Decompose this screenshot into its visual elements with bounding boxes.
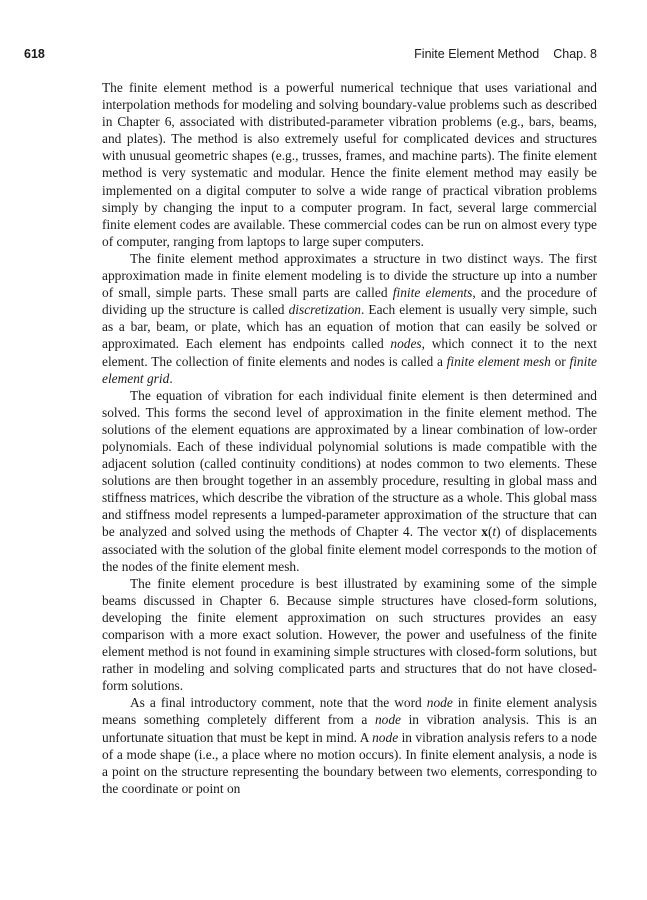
text-run: The finite element method is a powerful numerical technique that uses variational and interpolation methods for modeling and solving boundary-value problems such as described in Chapter 6, associated with distributed-parameter vibration problems (e.g., bars, beams, and plates). The method is also extremely useful for complicated devices and structures with unusual geometric shapes (e.g., trusses, frames, and machine parts). The finite element method is very systematic and modular. Hence the finite element method may easily be implemented on a digital computer to solve a wide range of practical vibration problems simply by changing the input to a computer program. In fact, several large commercial finite element codes are available. These commercial codes can be run on almost every type of computer, ranging from laptops to large super computers. xyxy=(102,80,597,249)
text-run: , which connect it to the next element. The collection of finite elements and nodes is called a xyxy=(102,336,597,369)
paragraph-1 xyxy=(102,79,597,250)
italic-term: finite elements xyxy=(392,285,473,301)
italic-term: nodes xyxy=(390,336,422,352)
text-run: . Each element is usually very simple, such as a bar, beam, or plate, which has an equation of motion that can easily be solved or approximated. Each element has endpoints called xyxy=(102,302,597,352)
bold-term: x xyxy=(481,524,488,540)
text-run: in vibration analysis. This is an unfortunate situation that must be kept in mind. A xyxy=(102,712,597,745)
paragraph-3 xyxy=(102,387,597,575)
italic-term: finite element mesh xyxy=(446,353,551,369)
page-header xyxy=(24,47,597,65)
text-run: in finite element analysis means something completely different from a xyxy=(102,695,597,728)
italic-term: node xyxy=(426,695,453,711)
text-run: ) of displacements associated with the solution of the global finite element model corresponds to the motion of the nodes of the finite element mesh. xyxy=(102,524,598,574)
paragraph-4 xyxy=(102,575,597,695)
italic-term: discretization xyxy=(288,302,361,318)
text-run: The finite element procedure is best illustrated by examining some of the simple beams discussed in Chapter 6. Because simple structures have closed-form solutions, developing the finite element approximation on such structures provides an easy comparison with a more exact solution. However, the power and usefulness of the finite element method is not found in examining simple structures with closed-form solutions, but rather in modeling and solving complicated parts and structures that do not have closed-form solutions. xyxy=(102,575,597,694)
italic-term: node xyxy=(374,712,401,728)
text-run: As a final introductory comment, note that the word xyxy=(130,695,427,711)
text-run: The finite element method approximates a structure in two distinct ways. The first approximation made in finite element modeling is to divide the structure up into a number of small, simple parts. These small parts are called xyxy=(102,250,597,301)
text-run: ( xyxy=(487,524,493,540)
italic-term: finite element grid xyxy=(102,353,597,386)
paragraph-5 xyxy=(102,694,597,797)
italic-term: t xyxy=(492,524,497,540)
italic-term: node xyxy=(372,729,399,745)
text-run: or xyxy=(550,353,570,369)
text-run: . xyxy=(169,370,173,386)
running-head xyxy=(414,47,597,61)
running-head-title: Finite Element Method xyxy=(414,47,540,61)
text-run: in vibration analysis refers to a node of a mode shape (i.e., a place where no motion occurs). In finite element analysis, a node is a point on the structure representing the boundary between two elements, corresponding to the coordinate or point on xyxy=(102,729,597,796)
page-number: 618 xyxy=(24,47,45,61)
text-run: , and the procedure of dividing up the structure is called xyxy=(102,285,598,318)
paragraph-2 xyxy=(102,250,597,387)
text-run: The equation of vibration for each individual finite element is then determined and solved. This forms the second level of approximation in the finite element method. The solutions of the element equations are approximated by a linear combination of low-order polynomials. Each of these individual polynomial solutions is made compatible with the adjacent solution (called continuity conditions) at nodes common to two elements. These solutions are then brought together in an assembly procedure, resulting in global mass and stiffness matrices, which describe the vibration of the structure as a whole. This global mass and stiffness model represents a lumped-parameter approximation of the structure that can be analyzed and solved using the methods of Chapter 4. The vector xyxy=(102,387,597,540)
chapter-label: Chap. 8 xyxy=(553,47,597,61)
body-text xyxy=(102,79,597,797)
